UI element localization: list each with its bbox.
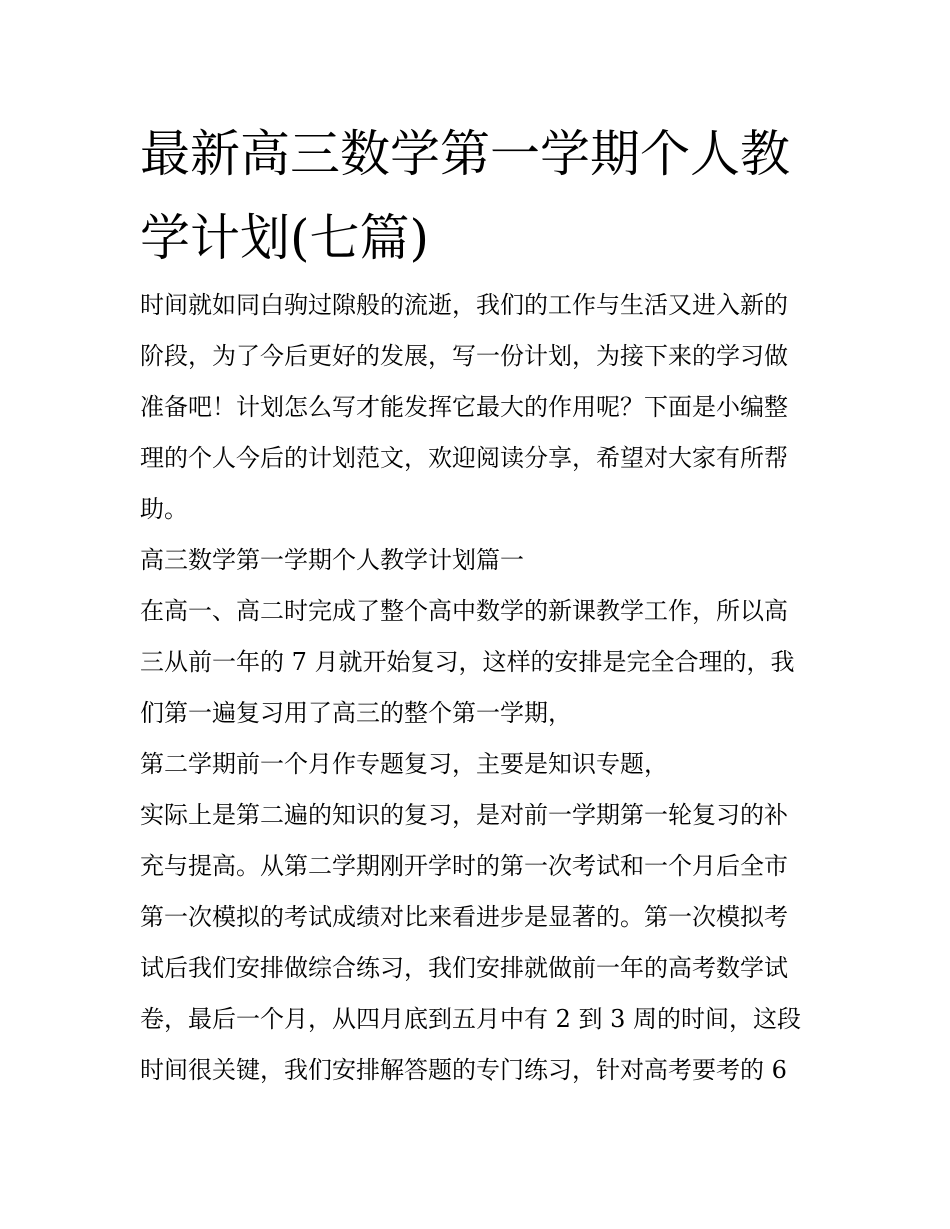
body-line: 理的个人今后的计划范文，欢迎阅读分享，希望对大家有所帮 [140, 444, 788, 472]
body-line: 时间很关键，我们安排解答题的专门练习，针对高考要考的 6 [140, 1056, 787, 1084]
body-line: 准备吧！计划怎么写才能发挥它最大的作用呢？下面是小编整 [140, 393, 788, 421]
body-line: 助。 [140, 495, 188, 523]
body-line: 实际上是第二遍的知识的复习，是对前一学期第一轮复习的补 [140, 801, 788, 829]
document-title [140, 112, 830, 280]
body-line: 卷，最后一个月，从四月底到五月中有 2 到 3 周的时间，这段 [140, 1005, 802, 1033]
body-line: 时间就如同白驹过隙般的流逝，我们的工作与生活又进入新的 [140, 291, 788, 319]
body-line: 阶段，为了今后更好的发展，写一份计划，为接下来的学习做 [140, 342, 788, 370]
body-line: 充与提高。从第二学期刚开学时的第一次考试和一个月后全市 [140, 852, 788, 880]
body-line: 第一次模拟的考试成绩对比来看进步是显著的。第一次模拟考 [140, 903, 788, 931]
body-line: 第二学期前一个月作专题复习，主要是知识专题， [140, 750, 668, 778]
title-line-1: 最新高三数学第一学期个人教 [140, 125, 790, 183]
body-line: 们第一遍复习用了高三的整个第一学期， [140, 699, 572, 727]
body-line: 三从前一年的 7 月就开始复习，这样的安排是完全合理的，我 [140, 648, 795, 676]
title-line-2: 学计划(七篇) [140, 209, 430, 267]
section-heading: 高三数学第一学期个人教学计划篇一 [140, 546, 524, 574]
body-line: 在高一、高二时完成了整个高中数学的新课教学工作，所以高 [140, 597, 788, 625]
body-line: 试后我们安排做综合练习，我们安排就做前一年的高考数学试 [140, 954, 788, 982]
document-body [140, 280, 830, 1096]
